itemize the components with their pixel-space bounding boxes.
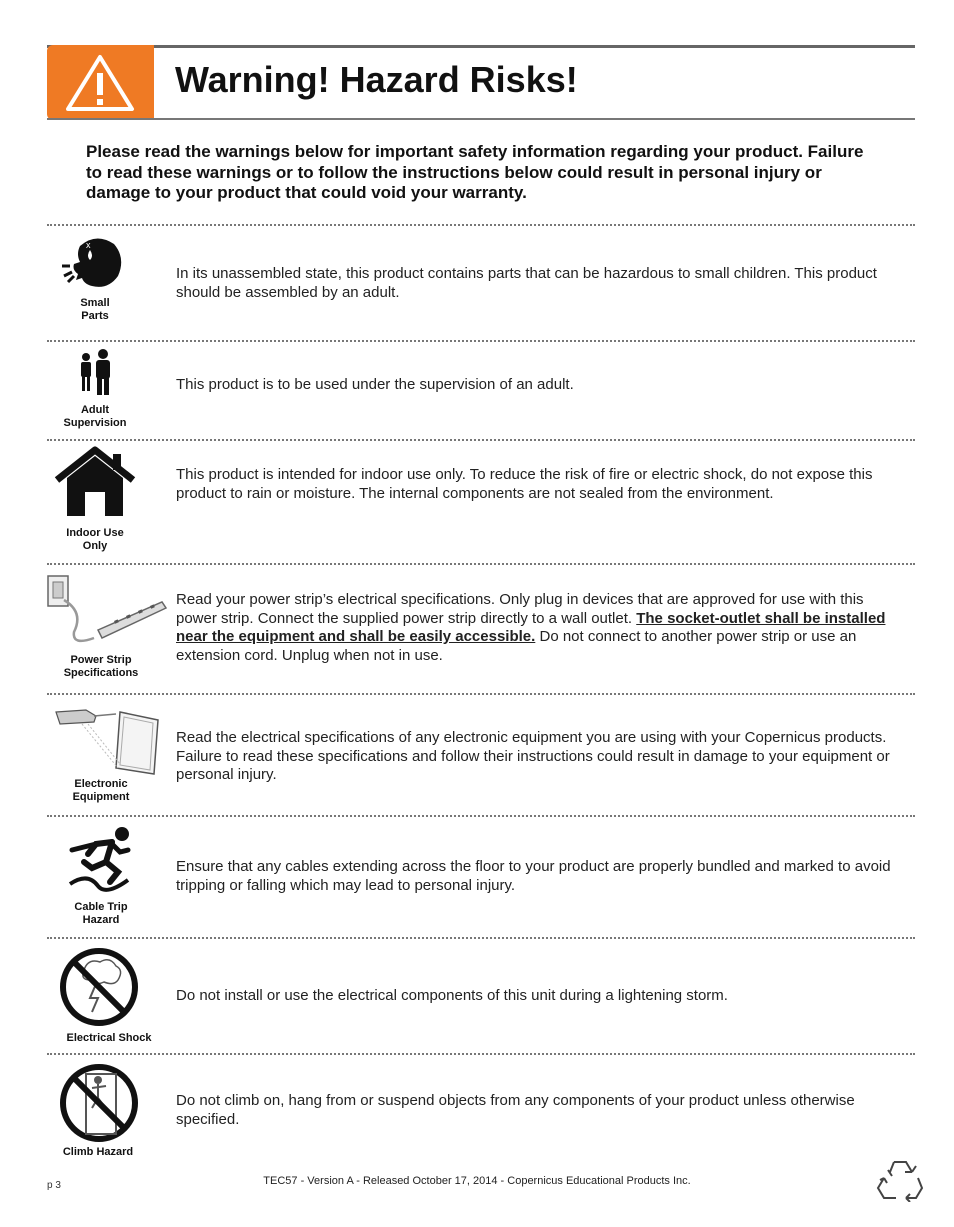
warning-triangle-icon bbox=[64, 53, 136, 113]
divider bbox=[47, 815, 915, 817]
icon-label: Climb Hazard bbox=[62, 1146, 134, 1158]
warning-text: In its unassembled state, this product contains parts that can be hazardous to small children. This product should be assembled by an adult. bbox=[176, 265, 877, 301]
page-header bbox=[47, 45, 915, 120]
page-title: Warning! Hazard Risks! bbox=[175, 59, 578, 100]
warning-text: This product is intended for indoor use only. To reduce the risk of fire or electric shock, do not expose this product to rain or moisture. The internal components are not sealed from the environment. bbox=[176, 466, 873, 502]
climb-hazard-icon bbox=[58, 1062, 140, 1144]
footer-text: TEC57 - Version A - Released October 17, 2014 - Copernicus Educational Products Inc. bbox=[263, 1175, 691, 1187]
icon-label: Small Parts bbox=[80, 297, 110, 322]
warning-text: Do not climb on, hang from or suspend objects from any components of your product unless otherwise specified. bbox=[176, 1092, 855, 1128]
divider bbox=[47, 693, 915, 695]
divider bbox=[47, 224, 915, 226]
icon-label: Indoor Use Only bbox=[66, 527, 124, 552]
page-number: p 3 bbox=[47, 1180, 61, 1191]
warning-text: Ensure that any cables extending across the floor to your product are properly bundled and marked to avoid tripping or falling which may lead to personal injury. bbox=[176, 858, 891, 894]
warning-text: This product is to be used under the supervision of an adult. bbox=[176, 376, 574, 393]
power-strip-icon bbox=[44, 572, 168, 652]
electronic-equipment-icon bbox=[54, 708, 162, 776]
warning-text: Do not install or use the electrical components of this unit during a lightening storm. bbox=[176, 987, 728, 1004]
warning-banner-box bbox=[47, 45, 154, 120]
recycle-icon bbox=[876, 1156, 924, 1202]
icon-label: Electronic Equipment bbox=[72, 778, 130, 803]
indoor-use-icon bbox=[53, 446, 137, 518]
warning-text: Read the electrical specifications of any electronic equipment you are using with your Copernicus products. Failure to read these specifications and follow their instructions could result in damage to your equipment or personal injury. bbox=[176, 729, 890, 783]
icon-label: Electrical Shock bbox=[66, 1032, 152, 1044]
header-bottom-rule bbox=[47, 118, 915, 120]
cable-trip-icon bbox=[66, 824, 132, 896]
divider bbox=[47, 439, 915, 441]
icon-label: Adult Supervision bbox=[63, 404, 127, 429]
electrical-shock-icon bbox=[58, 946, 140, 1028]
divider bbox=[47, 563, 915, 565]
svg-text:x: x bbox=[86, 240, 91, 250]
icon-label: Power Strip Specifications bbox=[63, 654, 139, 679]
divider bbox=[47, 1053, 915, 1055]
icon-label: Cable Trip Hazard bbox=[74, 901, 128, 926]
divider bbox=[47, 340, 915, 342]
warning-text: Read your power strip’s electrical specifications. Only plug in devices that are approved for use with this power strip. Connect the supplied power strip directly to a wall outlet. The socket-outlet shall be installed near the equipment and shall be easily accessible. Do not connect to another power strip or use an extension cord. Unplug when not in use. bbox=[176, 591, 886, 664]
intro-paragraph: Please read the warnings below for important safety information regarding your product. Failure to read these warnings or to follow the instructions below could result in personal injury or damage to your product that could void your warranty. bbox=[86, 142, 864, 202]
divider bbox=[47, 937, 915, 939]
adult-supervision-icon bbox=[78, 349, 114, 395]
header-top-rule bbox=[47, 45, 915, 48]
small-parts-icon bbox=[62, 236, 124, 292]
